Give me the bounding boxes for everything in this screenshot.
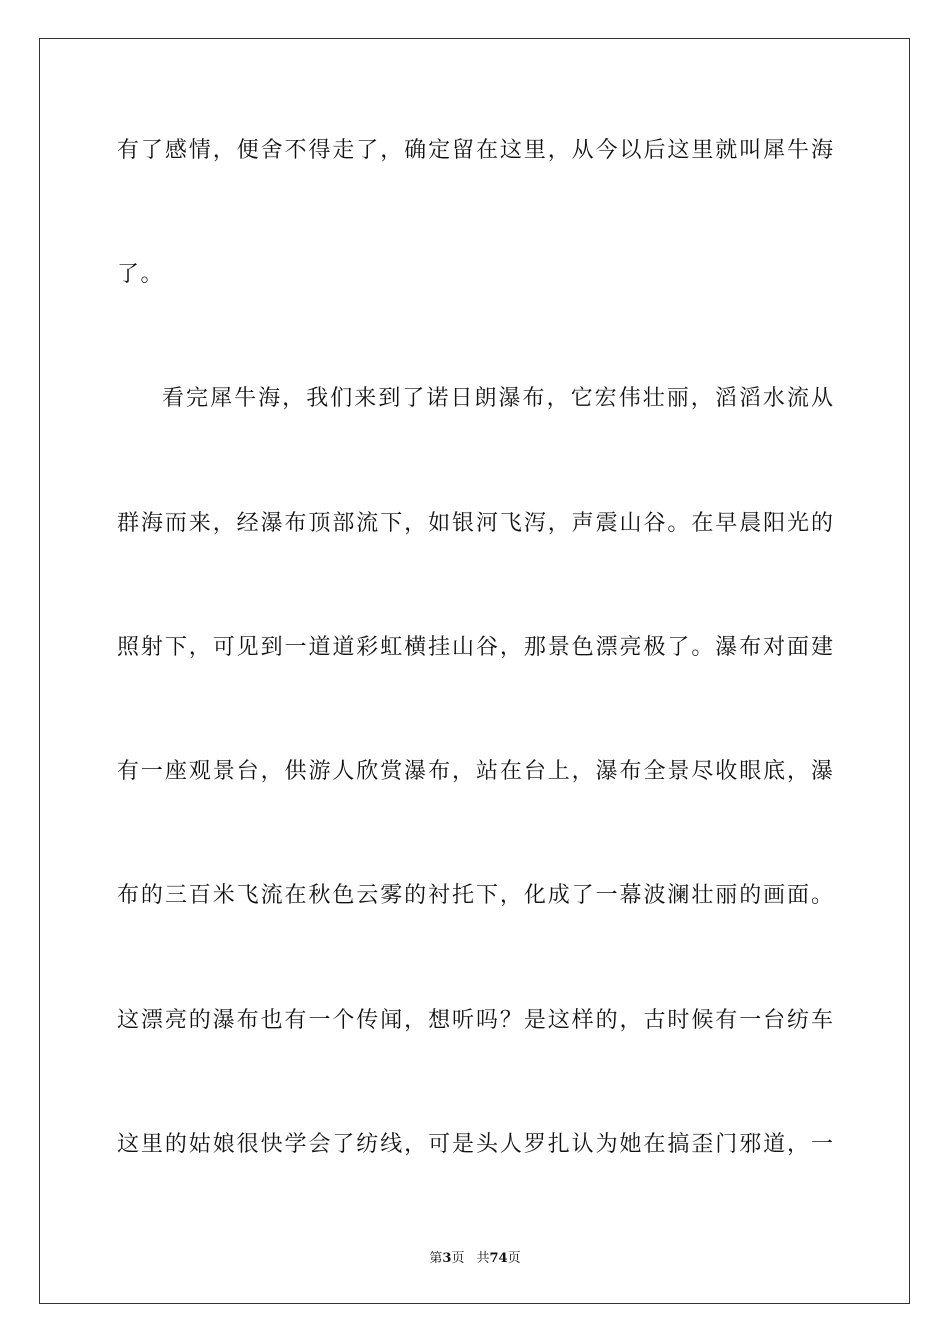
page-prefix: 第 <box>429 1251 443 1266</box>
text-line-7: 布的三百米飞流在秋色云雾的衬托下，化成了一幕波澜壮丽的画面。 <box>117 883 833 908</box>
page-number: 3 <box>442 1251 452 1266</box>
text-line-8: 这漂亮的瀑布也有一个传闻，想听吗？是这样的，古时候有一台纺车 <box>117 1008 833 1033</box>
page-footer <box>0 1247 950 1266</box>
page-border <box>39 38 910 1304</box>
text-line-5: 照射下，可见到一道道彩虹横挂山谷，那景色漂亮极了。瀑布对面建 <box>117 635 833 660</box>
total-suffix: 页 <box>507 1251 521 1266</box>
page-suffix: 页 <box>451 1251 465 1266</box>
total-prefix: 共 <box>476 1251 490 1266</box>
text-line-2: 了。 <box>117 262 165 287</box>
text-line-9: 这里的姑娘很快学会了纺线，可是头人罗扎认为她在搞歪门邪道，一 <box>117 1132 833 1157</box>
text-line-4: 群海而来，经瀑布顶部流下，如银河飞泻，声震山谷。在早晨阳光的 <box>117 511 833 536</box>
text-line-3: 看完犀牛海，我们来到了诺日朗瀑布，它宏伟壮丽，滔滔水流从 <box>162 386 833 411</box>
text-line-1: 有了感情，便舍不得走了，确定留在这里，从今以后这里就叫犀牛海 <box>117 138 833 163</box>
total-pages: 74 <box>489 1251 508 1266</box>
text-line-6: 有一座观景台，供游人欣赏瀑布，站在台上，瀑布全景尽收眼底，瀑 <box>117 759 833 784</box>
